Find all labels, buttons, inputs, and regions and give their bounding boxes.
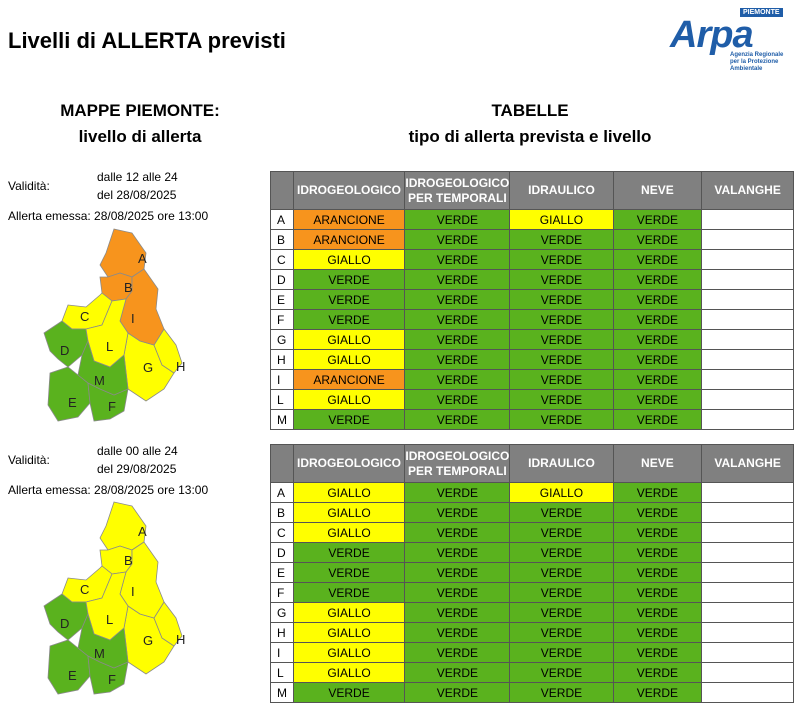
zone-label: M — [271, 410, 294, 430]
alert-cell: VERDE — [510, 330, 613, 350]
alert-cell: VERDE — [613, 390, 702, 410]
map-zone-label: E — [68, 395, 77, 410]
alert-cell: VERDE — [613, 483, 702, 503]
alert-cell: VERDE — [510, 683, 613, 703]
alert-cell: VERDE — [293, 543, 405, 563]
zone-label: F — [271, 310, 294, 330]
piemonte-map-2 — [28, 498, 198, 698]
table-row — [271, 250, 794, 270]
column-header: IDROGEOLOGICO PER TEMPORALI — [405, 172, 510, 210]
piemonte-map-1 — [28, 225, 198, 425]
logo-region: PIEMONTE — [740, 8, 783, 17]
zone-label: F — [271, 583, 294, 603]
alert-cell: VERDE — [613, 643, 702, 663]
alert-cell — [702, 523, 794, 543]
map-zone-label: A — [138, 251, 147, 266]
arpa-logo — [670, 8, 785, 72]
alert-cell: VERDE — [293, 410, 405, 430]
alert-cell: VERDE — [613, 563, 702, 583]
map-zone-label: L — [106, 339, 114, 354]
validity-label: Validità: — [8, 179, 50, 193]
header-blank — [271, 445, 294, 483]
alert-cell — [702, 603, 794, 623]
map-zone-label: C — [80, 309, 90, 324]
map-zone-label: F — [108, 672, 116, 687]
table-row — [271, 663, 794, 683]
zone-label: E — [271, 563, 294, 583]
map-zone-label: B — [124, 280, 133, 295]
zone-label: I — [271, 370, 294, 390]
alert-cell: VERDE — [613, 350, 702, 370]
alert-cell — [702, 330, 794, 350]
maps-header-line1: MAPPE PIEMONTE: — [60, 101, 220, 120]
alert-cell: GIALLO — [293, 350, 405, 370]
alert-cell: VERDE — [405, 270, 510, 290]
table-row — [271, 603, 794, 623]
table-row — [271, 370, 794, 390]
alert-cell: GIALLO — [293, 330, 405, 350]
alert-cell — [702, 250, 794, 270]
alert-cell — [702, 310, 794, 330]
map-zone-label: D — [60, 616, 70, 631]
table-row — [271, 483, 794, 503]
alert-cell: VERDE — [613, 290, 702, 310]
alert-cell: VERDE — [293, 290, 405, 310]
alert-cell — [702, 290, 794, 310]
alert-cell: VERDE — [510, 583, 613, 603]
alert-cell — [702, 370, 794, 390]
issued-info: Allerta emessa: 28/08/2025 ore 13:00 — [8, 483, 209, 497]
column-header: IDROGEOLOGICO — [293, 172, 405, 210]
alert-cell: VERDE — [510, 643, 613, 663]
alert-cell: VERDE — [405, 523, 510, 543]
alert-cell — [702, 410, 794, 430]
alert-cell: VERDE — [613, 210, 702, 230]
alert-cell: VERDE — [405, 390, 510, 410]
map-zone-label: E — [68, 668, 77, 683]
map-zone-label: A — [138, 524, 147, 539]
table-row — [271, 310, 794, 330]
alert-cell: GIALLO — [293, 523, 405, 543]
alert-cell: VERDE — [510, 290, 613, 310]
alert-cell: VERDE — [510, 623, 613, 643]
tables-header — [330, 98, 730, 150]
column-header: IDRAULICO — [510, 445, 613, 483]
alert-cell: GIALLO — [510, 210, 613, 230]
map-zone-label: I — [131, 584, 135, 599]
map-zone-label: M — [94, 373, 105, 388]
alert-cell: GIALLO — [293, 250, 405, 270]
alert-cell: VERDE — [510, 370, 613, 390]
column-header: IDROGEOLOGICO PER TEMPORALI — [405, 445, 510, 483]
alert-cell: GIALLO — [293, 643, 405, 663]
alert-cell: VERDE — [510, 230, 613, 250]
alert-cell: VERDE — [510, 563, 613, 583]
zone-label: L — [271, 390, 294, 410]
alert-cell — [702, 623, 794, 643]
zone-label: E — [271, 290, 294, 310]
alert-cell — [702, 563, 794, 583]
alert-cell: VERDE — [405, 543, 510, 563]
validity-date: del 29/08/2025 — [97, 462, 177, 476]
validity-label: Validità: — [8, 453, 50, 467]
alert-cell: VERDE — [613, 683, 702, 703]
alert-cell: VERDE — [405, 410, 510, 430]
column-header: NEVE — [613, 445, 702, 483]
zone-label: B — [271, 503, 294, 523]
alert-cell: VERDE — [510, 410, 613, 430]
map-zone-label: G — [143, 633, 154, 648]
map-zone-label: D — [60, 343, 70, 358]
alert-cell: VERDE — [405, 583, 510, 603]
zone-label: I — [271, 643, 294, 663]
map-zone-label: B — [124, 553, 133, 568]
table-row — [271, 290, 794, 310]
alert-cell: VERDE — [613, 663, 702, 683]
column-header: IDROGEOLOGICO — [293, 445, 405, 483]
alert-cell: VERDE — [613, 623, 702, 643]
alert-cell: VERDE — [405, 210, 510, 230]
alert-cell: VERDE — [293, 270, 405, 290]
alert-cell: ARANCIONE — [293, 230, 405, 250]
column-header: VALANGHE — [702, 445, 794, 483]
zone-label: A — [271, 210, 294, 230]
map-zone-label: G — [143, 360, 154, 375]
alert-cell: VERDE — [613, 410, 702, 430]
zone-label: G — [271, 603, 294, 623]
alert-cell: VERDE — [405, 290, 510, 310]
map-zone-label: M — [94, 646, 105, 661]
logo-subtitle — [730, 52, 785, 73]
alert-cell: VERDE — [510, 603, 613, 623]
table-row — [271, 410, 794, 430]
logo-name: Arpa — [670, 14, 753, 56]
zone-label: D — [271, 543, 294, 563]
map-zone-label: C — [80, 582, 90, 597]
column-header: IDRAULICO — [510, 172, 613, 210]
table-row — [271, 643, 794, 663]
zone-label: B — [271, 230, 294, 250]
table-row — [271, 350, 794, 370]
alert-cell: VERDE — [405, 643, 510, 663]
alert-cell — [702, 210, 794, 230]
column-header: NEVE — [613, 172, 702, 210]
alert-cell: VERDE — [510, 250, 613, 270]
alert-cell: ARANCIONE — [293, 370, 405, 390]
table-row — [271, 230, 794, 250]
table-row — [271, 583, 794, 603]
table-row — [271, 330, 794, 350]
alert-cell: GIALLO — [293, 390, 405, 410]
alert-cell: VERDE — [293, 310, 405, 330]
alert-cell — [702, 350, 794, 370]
alert-cell: VERDE — [510, 350, 613, 370]
zone-label: M — [271, 683, 294, 703]
zone-label: C — [271, 250, 294, 270]
table-row — [271, 210, 794, 230]
alert-cell: GIALLO — [510, 483, 613, 503]
alert-cell — [702, 483, 794, 503]
tables-header-line1: TABELLE — [491, 101, 569, 120]
alert-cell: VERDE — [510, 270, 613, 290]
map-zone-label: H — [176, 632, 186, 647]
table-row — [271, 523, 794, 543]
alert-cell: VERDE — [613, 250, 702, 270]
alert-cell: VERDE — [405, 623, 510, 643]
alert-cell: GIALLO — [293, 503, 405, 523]
alert-cell: VERDE — [613, 310, 702, 330]
alert-cell: VERDE — [613, 523, 702, 543]
validity-range: dalle 12 alle 24 — [97, 170, 178, 184]
alert-cell: VERDE — [613, 370, 702, 390]
alert-cell: VERDE — [510, 310, 613, 330]
alert-cell: VERDE — [405, 250, 510, 270]
table-header-row — [271, 445, 794, 483]
alert-cell — [702, 583, 794, 603]
zone-label: H — [271, 350, 294, 370]
table-row — [271, 270, 794, 290]
logo-subtitle-2: per la Protezione Ambientale — [730, 59, 779, 72]
alert-cell: VERDE — [405, 310, 510, 330]
map-zone-label: L — [106, 612, 114, 627]
validity-date: del 28/08/2025 — [97, 188, 177, 202]
alert-cell: VERDE — [405, 370, 510, 390]
alert-cell: VERDE — [510, 503, 613, 523]
issued-info: Allerta emessa: 28/08/2025 ore 13:00 — [8, 209, 209, 223]
alert-cell — [702, 543, 794, 563]
alert-cell: ARANCIONE — [293, 210, 405, 230]
alert-cell: VERDE — [405, 483, 510, 503]
alert-cell: VERDE — [613, 270, 702, 290]
alert-cell: VERDE — [510, 390, 613, 410]
table-row — [271, 503, 794, 523]
alert-cell — [702, 683, 794, 703]
alert-cell — [702, 270, 794, 290]
header-blank — [271, 172, 294, 210]
alert-cell — [702, 503, 794, 523]
alert-cell: VERDE — [510, 523, 613, 543]
alert-table-1 — [270, 171, 794, 430]
table-row — [271, 390, 794, 410]
alert-cell: VERDE — [405, 230, 510, 250]
alert-cell: VERDE — [613, 330, 702, 350]
alert-cell: GIALLO — [293, 483, 405, 503]
alert-cell: VERDE — [293, 563, 405, 583]
alert-table-2 — [270, 444, 794, 703]
map-zone-label: I — [131, 311, 135, 326]
validity-range: dalle 00 alle 24 — [97, 444, 178, 458]
map-zone-label: F — [108, 399, 116, 414]
alert-cell: VERDE — [405, 563, 510, 583]
alert-cell: VERDE — [293, 583, 405, 603]
alert-cell: VERDE — [405, 350, 510, 370]
zone-label: C — [271, 523, 294, 543]
zone-label: D — [271, 270, 294, 290]
tables-header-line2: tipo di allerta prevista e livello — [408, 127, 652, 146]
maps-header-line2: livello di allerta — [78, 127, 202, 146]
alert-cell: GIALLO — [293, 623, 405, 643]
alert-cell: VERDE — [405, 683, 510, 703]
alert-cell — [702, 643, 794, 663]
page-title: Livelli di ALLERTA previsti — [8, 28, 286, 53]
alert-cell: VERDE — [613, 230, 702, 250]
alert-cell: VERDE — [510, 663, 613, 683]
alert-cell — [702, 663, 794, 683]
map-zone-label: H — [176, 359, 186, 374]
logo-subtitle-1: Agenzia Regionale — [730, 52, 784, 58]
zone-label: G — [271, 330, 294, 350]
column-header: VALANGHE — [702, 172, 794, 210]
zone-label: H — [271, 623, 294, 643]
alert-cell: VERDE — [405, 330, 510, 350]
zone-label: A — [271, 483, 294, 503]
alert-cell: VERDE — [405, 503, 510, 523]
alert-cell: VERDE — [613, 583, 702, 603]
alert-cell: VERDE — [405, 663, 510, 683]
alert-cell: VERDE — [613, 503, 702, 523]
alert-cell — [702, 230, 794, 250]
zone-label: L — [271, 663, 294, 683]
table-row — [271, 623, 794, 643]
alert-cell: VERDE — [613, 543, 702, 563]
table-row — [271, 683, 794, 703]
alert-cell: GIALLO — [293, 663, 405, 683]
maps-header — [30, 98, 250, 150]
table-row — [271, 563, 794, 583]
alert-cell: GIALLO — [293, 603, 405, 623]
table-row — [271, 543, 794, 563]
alert-cell: VERDE — [510, 543, 613, 563]
alert-cell: VERDE — [613, 603, 702, 623]
alert-cell: VERDE — [293, 683, 405, 703]
alert-cell — [702, 390, 794, 410]
alert-cell: VERDE — [405, 603, 510, 623]
table-header-row — [271, 172, 794, 210]
